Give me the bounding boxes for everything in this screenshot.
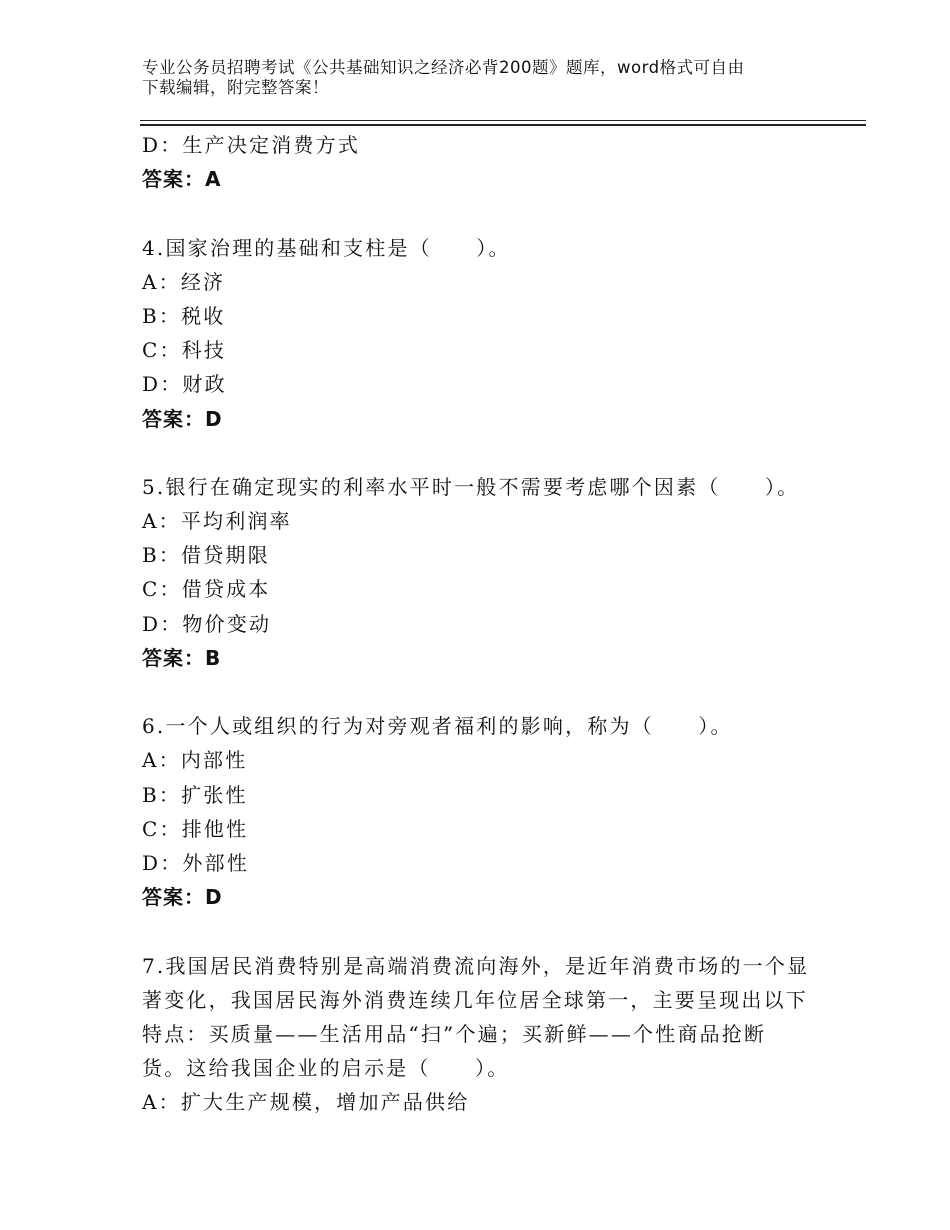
spacer <box>142 675 822 709</box>
option-b: B：税收 <box>142 303 226 328</box>
option-b: B：借贷期限 <box>142 543 270 568</box>
header-rule-thin <box>140 120 866 121</box>
spacer <box>142 914 822 948</box>
document-header <box>142 58 802 98</box>
option-a: A：平均利润率 <box>142 509 292 534</box>
option-c: C：借贷成本 <box>142 577 271 602</box>
header-line-2: 下载编辑，附完整答案！ <box>142 78 329 97</box>
option-b: B：扩张性 <box>142 782 248 807</box>
option-d: D：生产决定消费方式 <box>142 133 361 157</box>
question-stem: 4.国家治理的基础和支柱是（ ）。 <box>142 235 511 260</box>
option-d: D：物价变动 <box>142 611 272 636</box>
header-rule-thick <box>140 124 866 126</box>
option-d: D：财政 <box>142 372 227 397</box>
question-stem: 5.银行在确定现实的利率水平时一般不需要考虑哪个因素（ ）。 <box>142 474 800 499</box>
answer: 答案：D <box>142 406 223 431</box>
option-c: C：科技 <box>142 338 227 363</box>
question-stem-line: 货。这给我国企业的启示是（ ）。 <box>142 1056 510 1081</box>
question-stem: 6.一个人或组织的行为对旁观者福利的影响，称为（ ）。 <box>142 714 733 739</box>
answer: 答案：B <box>142 645 222 670</box>
option-d: D：外部性 <box>142 850 250 875</box>
question-list <box>142 128 822 1119</box>
answer: 答案：A <box>142 167 222 192</box>
question-stem-line: 特点：买质量——生活用品“扫”个遍；买新鲜——个性商品抢断 <box>142 1021 767 1046</box>
spacer <box>142 436 822 470</box>
question-stem-line: 著变化，我国居民海外消费连续几年位居全球第一，主要呈现出以下 <box>142 987 808 1012</box>
option-c: C：排他性 <box>142 816 249 841</box>
option-a: A：内部性 <box>142 748 248 773</box>
answer: 答案：D <box>142 885 223 910</box>
option-a: A：经济 <box>142 269 226 294</box>
header-line-1: 专业公务员招聘考试《公共基础知识之经济必背200题》题库，word格式可自由 <box>142 58 745 77</box>
spacer <box>142 196 822 230</box>
question-stem-line: 7.我国居民消费特别是高端消费流向海外，是近年消费市场的一个显 <box>142 953 810 978</box>
option-a: A：扩大生产规模，增加产品供给 <box>142 1090 470 1115</box>
